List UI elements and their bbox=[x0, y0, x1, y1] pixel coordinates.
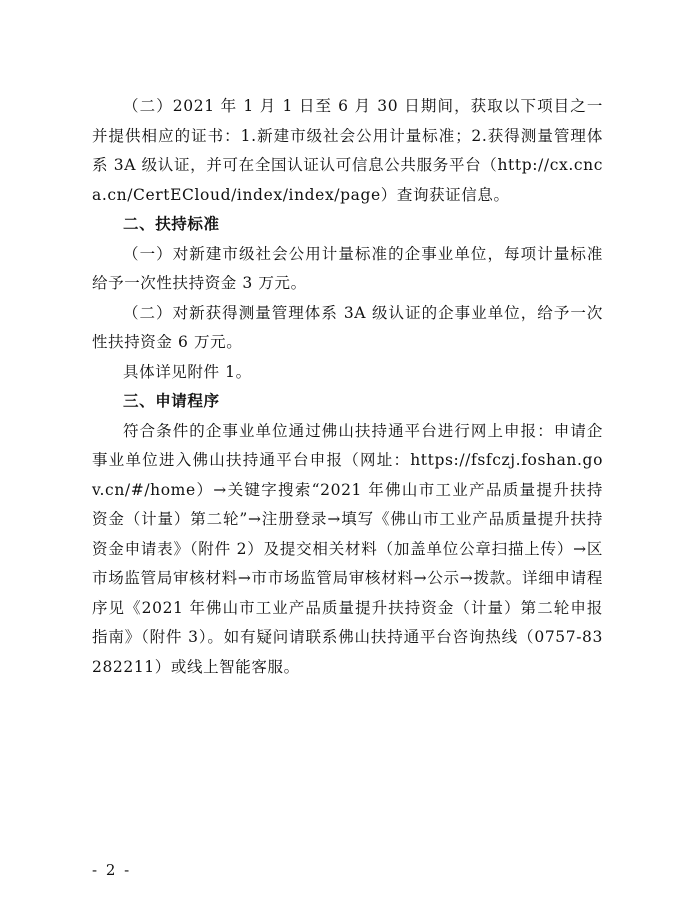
paragraph-procedure-details: 符合条件的企事业单位通过佛山扶持通平台进行网上申报：申请企事业单位进入佛山扶持通平台申报（网址：https://fsfczj.foshan.gov.cn/#/home）→关键字搜索“2021 年佛山市工业产品质量提升扶持资金（计量）第二轮”→注册登录→填写《佛山市工业产品质量提升扶持资金申请表》（附件 2）及提交相关材料（加盖单位公章扫描上传）→区市场监管局审核材料→市市场监管局审核材料→公示→拨款。详细申请程序见《2021 年佛山市工业产品质量提升扶持资金（计量）第二轮申报指南》（附件 3）。如有疑问请联系佛山扶持通平台咨询热线（0757-83282211）或线上智能客服。 bbox=[92, 421, 603, 676]
heading-application-procedure: 三、申请程序 bbox=[123, 392, 220, 410]
paragraph-certificate-conditions: （二）2021 年 1 月 1 日至 6 月 30 日期间，获取以下项目之一并提供相应的证书：1.新建市级社会公用计量标准；2.获得测量管理体系 3A 级认证，并可在全国认证认可信息公共服务平台（http://cx.cnca.cn/CertECloud/index/index/page）查询获证信息。 bbox=[92, 97, 603, 204]
paragraph-see-attachment: 具体详见附件 1。 bbox=[123, 362, 252, 381]
document-body bbox=[92, 92, 603, 682]
heading-support-standard: 二、扶持标准 bbox=[123, 215, 220, 233]
paragraph-standard-two: （二）对新获得测量管理体系 3A 级认证的企事业单位，给予一次性扶持资金 6 万元。 bbox=[92, 303, 603, 351]
page-number: - 2 - bbox=[92, 861, 132, 879]
paragraph-standard-one: （一）对新建市级社会公用计量标准的企事业单位，每项计量标准给予一次性扶持资金 3 万元。 bbox=[92, 244, 603, 292]
